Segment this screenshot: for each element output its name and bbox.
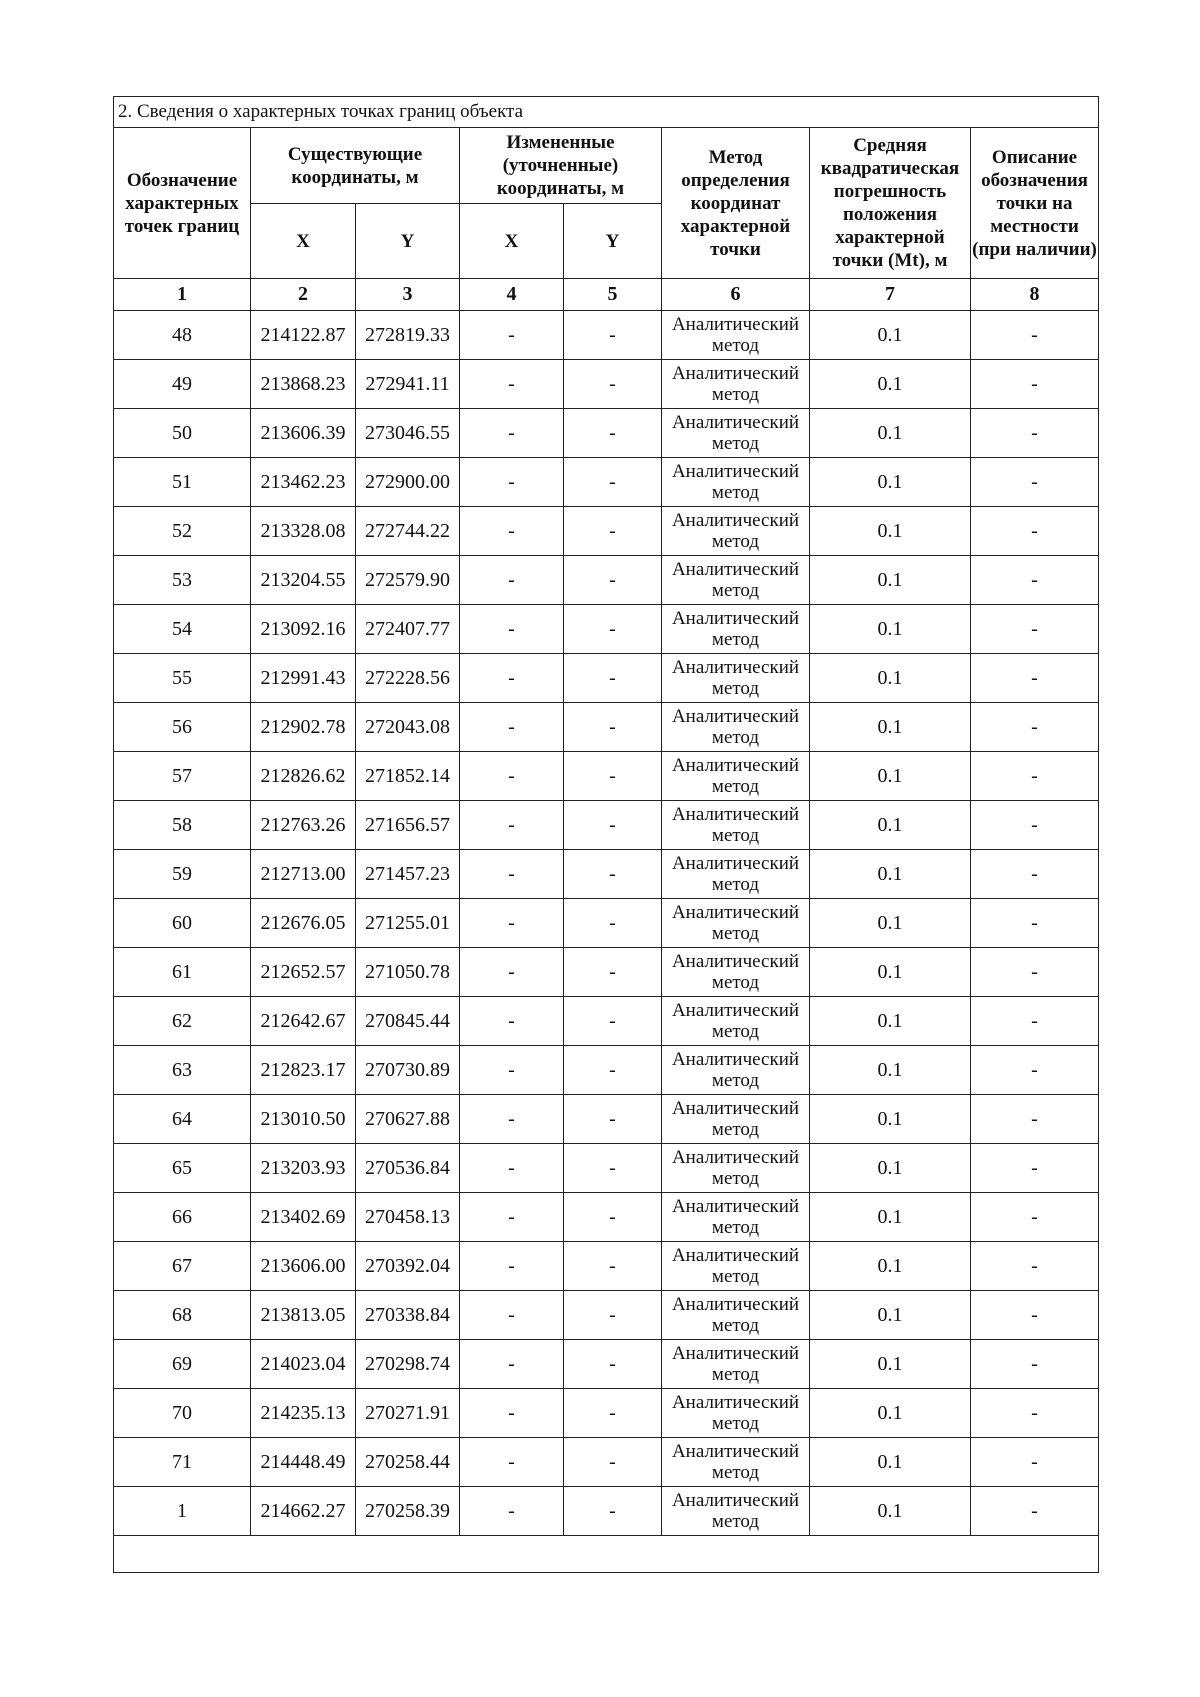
- changed-x-cell: -: [460, 948, 564, 997]
- changed-y-cell: -: [564, 752, 662, 801]
- column-number: 8: [971, 279, 1099, 311]
- changed-y-cell: -: [564, 654, 662, 703]
- existing-y-cell: 270730.89: [356, 1046, 460, 1095]
- description-cell: -: [971, 1144, 1099, 1193]
- method-cell: Аналитический метод: [662, 1242, 810, 1291]
- existing-y-cell: 271457.23: [356, 850, 460, 899]
- mean-error-cell: 0.1: [810, 850, 971, 899]
- mean-error-cell: 0.1: [810, 654, 971, 703]
- point-id-cell: 58: [114, 801, 251, 850]
- column-number: 3: [356, 279, 460, 311]
- changed-x-cell: -: [460, 1340, 564, 1389]
- description-cell: -: [971, 409, 1099, 458]
- existing-y-cell: 270536.84: [356, 1144, 460, 1193]
- point-id-cell: 51: [114, 458, 251, 507]
- existing-y-cell: 272579.90: [356, 556, 460, 605]
- changed-x-cell: -: [460, 556, 564, 605]
- mean-error-cell: 0.1: [810, 1438, 971, 1487]
- description-cell: -: [971, 1046, 1099, 1095]
- mean-error-cell: 0.1: [810, 703, 971, 752]
- mean-error-cell: 0.1: [810, 899, 971, 948]
- changed-x-cell: -: [460, 360, 564, 409]
- existing-y-cell: 272407.77: [356, 605, 460, 654]
- existing-y-cell: 270627.88: [356, 1095, 460, 1144]
- existing-x-cell: 213868.23: [251, 360, 356, 409]
- mean-error-cell: 0.1: [810, 1046, 971, 1095]
- changed-x-cell: -: [460, 899, 564, 948]
- changed-x-cell: -: [460, 1193, 564, 1242]
- method-cell: Аналитический метод: [662, 556, 810, 605]
- description-cell: -: [971, 458, 1099, 507]
- column-number: 4: [460, 279, 564, 311]
- point-id-cell: 65: [114, 1144, 251, 1193]
- header-existing-coords: Существующие координаты, м: [251, 128, 460, 204]
- description-cell: -: [971, 360, 1099, 409]
- point-id-cell: 48: [114, 311, 251, 360]
- changed-y-cell: -: [564, 507, 662, 556]
- changed-y-cell: -: [564, 1144, 662, 1193]
- section-title: 2. Сведения о характерных точках границ объекта: [114, 97, 1099, 128]
- existing-x-cell: 212652.57: [251, 948, 356, 997]
- point-id-cell: 53: [114, 556, 251, 605]
- point-id-cell: 62: [114, 997, 251, 1046]
- changed-x-cell: -: [460, 1438, 564, 1487]
- method-cell: Аналитический метод: [662, 997, 810, 1046]
- description-cell: -: [971, 1438, 1099, 1487]
- point-id-cell: 70: [114, 1389, 251, 1438]
- header-existing-y: Y: [356, 204, 460, 279]
- point-id-cell: 66: [114, 1193, 251, 1242]
- mean-error-cell: 0.1: [810, 1095, 971, 1144]
- table-row: [114, 899, 1099, 948]
- existing-x-cell: 212763.26: [251, 801, 356, 850]
- existing-y-cell: 270298.74: [356, 1340, 460, 1389]
- existing-y-cell: 272941.11: [356, 360, 460, 409]
- header-changed-x: X: [460, 204, 564, 279]
- existing-x-cell: 212902.78: [251, 703, 356, 752]
- changed-x-cell: -: [460, 703, 564, 752]
- existing-x-cell: 213606.39: [251, 409, 356, 458]
- header-description: Описание обозначения точки на местности (при наличии): [971, 128, 1099, 279]
- changed-y-cell: -: [564, 311, 662, 360]
- description-cell: -: [971, 948, 1099, 997]
- description-cell: -: [971, 850, 1099, 899]
- table-row: [114, 311, 1099, 360]
- existing-y-cell: 270258.44: [356, 1438, 460, 1487]
- existing-x-cell: 213203.93: [251, 1144, 356, 1193]
- method-cell: Аналитический метод: [662, 1340, 810, 1389]
- point-id-cell: 63: [114, 1046, 251, 1095]
- column-number: 5: [564, 279, 662, 311]
- description-cell: -: [971, 801, 1099, 850]
- table-row: [114, 1438, 1099, 1487]
- method-cell: Аналитический метод: [662, 654, 810, 703]
- changed-x-cell: -: [460, 409, 564, 458]
- point-id-cell: 55: [114, 654, 251, 703]
- table-row: [114, 409, 1099, 458]
- changed-y-cell: -: [564, 801, 662, 850]
- mean-error-cell: 0.1: [810, 1144, 971, 1193]
- mean-error-cell: 0.1: [810, 752, 971, 801]
- method-cell: Аналитический метод: [662, 1095, 810, 1144]
- description-cell: -: [971, 899, 1099, 948]
- changed-y-cell: -: [564, 1095, 662, 1144]
- mean-error-cell: 0.1: [810, 801, 971, 850]
- existing-y-cell: 271050.78: [356, 948, 460, 997]
- table-row: [114, 556, 1099, 605]
- method-cell: Аналитический метод: [662, 948, 810, 997]
- table-body: [114, 311, 1099, 1536]
- existing-y-cell: 272043.08: [356, 703, 460, 752]
- changed-x-cell: -: [460, 1389, 564, 1438]
- header-changed-coords: Измененные (уточненные) координаты, м: [460, 128, 662, 204]
- changed-x-cell: -: [460, 997, 564, 1046]
- existing-x-cell: 214235.13: [251, 1389, 356, 1438]
- point-id-cell: 56: [114, 703, 251, 752]
- changed-x-cell: -: [460, 507, 564, 556]
- mean-error-cell: 0.1: [810, 948, 971, 997]
- point-id-cell: 64: [114, 1095, 251, 1144]
- point-id-cell: 69: [114, 1340, 251, 1389]
- existing-x-cell: 213010.50: [251, 1095, 356, 1144]
- table-row: [114, 1242, 1099, 1291]
- description-cell: -: [971, 311, 1099, 360]
- changed-x-cell: -: [460, 1046, 564, 1095]
- description-cell: -: [971, 1291, 1099, 1340]
- changed-y-cell: -: [564, 1438, 662, 1487]
- changed-y-cell: -: [564, 899, 662, 948]
- method-cell: Аналитический метод: [662, 458, 810, 507]
- existing-x-cell: 214023.04: [251, 1340, 356, 1389]
- mean-error-cell: 0.1: [810, 1193, 971, 1242]
- method-cell: Аналитический метод: [662, 1046, 810, 1095]
- existing-x-cell: 213462.23: [251, 458, 356, 507]
- changed-x-cell: -: [460, 1487, 564, 1536]
- method-cell: Аналитический метод: [662, 409, 810, 458]
- column-number: 1: [114, 279, 251, 311]
- changed-x-cell: -: [460, 311, 564, 360]
- point-id-cell: 57: [114, 752, 251, 801]
- table-row: [114, 997, 1099, 1046]
- table-row: [114, 752, 1099, 801]
- point-id-cell: 60: [114, 899, 251, 948]
- existing-y-cell: 272744.22: [356, 507, 460, 556]
- changed-y-cell: -: [564, 1389, 662, 1438]
- table-row: [114, 801, 1099, 850]
- mean-error-cell: 0.1: [810, 1291, 971, 1340]
- header-mean-error: Средняя квадратическая погрешность положения характерной точки (Mt), м: [810, 128, 971, 279]
- method-cell: Аналитический метод: [662, 850, 810, 899]
- method-cell: Аналитический метод: [662, 1291, 810, 1340]
- method-cell: Аналитический метод: [662, 1389, 810, 1438]
- method-cell: Аналитический метод: [662, 752, 810, 801]
- existing-y-cell: 271656.57: [356, 801, 460, 850]
- table-row: [114, 1291, 1099, 1340]
- empty-footer-cell: [114, 1536, 1099, 1573]
- existing-x-cell: 213402.69: [251, 1193, 356, 1242]
- existing-y-cell: 272228.56: [356, 654, 460, 703]
- description-cell: -: [971, 556, 1099, 605]
- mean-error-cell: 0.1: [810, 1389, 971, 1438]
- description-cell: -: [971, 997, 1099, 1046]
- method-cell: Аналитический метод: [662, 1438, 810, 1487]
- existing-y-cell: 270271.91: [356, 1389, 460, 1438]
- changed-y-cell: -: [564, 1193, 662, 1242]
- point-id-cell: 50: [114, 409, 251, 458]
- changed-y-cell: -: [564, 1487, 662, 1536]
- table-row: [114, 1193, 1099, 1242]
- existing-x-cell: 212713.00: [251, 850, 356, 899]
- column-numbers-row: [114, 279, 1099, 311]
- changed-y-cell: -: [564, 997, 662, 1046]
- point-id-cell: 67: [114, 1242, 251, 1291]
- table-row: [114, 850, 1099, 899]
- boundary-points-table: [113, 96, 1099, 1573]
- method-cell: Аналитический метод: [662, 1144, 810, 1193]
- point-id-cell: 61: [114, 948, 251, 997]
- description-cell: -: [971, 654, 1099, 703]
- existing-y-cell: 273046.55: [356, 409, 460, 458]
- existing-y-cell: 270458.13: [356, 1193, 460, 1242]
- method-cell: Аналитический метод: [662, 605, 810, 654]
- description-cell: -: [971, 752, 1099, 801]
- table-footer-row: [114, 1536, 1099, 1573]
- mean-error-cell: 0.1: [810, 360, 971, 409]
- table-row: [114, 1046, 1099, 1095]
- point-id-cell: 1: [114, 1487, 251, 1536]
- point-id-cell: 71: [114, 1438, 251, 1487]
- changed-y-cell: -: [564, 703, 662, 752]
- existing-x-cell: 212642.67: [251, 997, 356, 1046]
- existing-y-cell: 270392.04: [356, 1242, 460, 1291]
- changed-y-cell: -: [564, 1340, 662, 1389]
- method-cell: Аналитический метод: [662, 507, 810, 556]
- existing-x-cell: 214662.27: [251, 1487, 356, 1536]
- description-cell: -: [971, 1487, 1099, 1536]
- changed-x-cell: -: [460, 458, 564, 507]
- description-cell: -: [971, 507, 1099, 556]
- existing-y-cell: 271852.14: [356, 752, 460, 801]
- changed-x-cell: -: [460, 850, 564, 899]
- description-cell: -: [971, 1242, 1099, 1291]
- mean-error-cell: 0.1: [810, 605, 971, 654]
- header-point-designation: Обозначение характерных точек границ: [114, 128, 251, 279]
- existing-x-cell: 212676.05: [251, 899, 356, 948]
- mean-error-cell: 0.1: [810, 1242, 971, 1291]
- changed-x-cell: -: [460, 654, 564, 703]
- description-cell: -: [971, 1389, 1099, 1438]
- method-cell: Аналитический метод: [662, 801, 810, 850]
- method-cell: Аналитический метод: [662, 311, 810, 360]
- changed-x-cell: -: [460, 752, 564, 801]
- changed-x-cell: -: [460, 1095, 564, 1144]
- point-id-cell: 49: [114, 360, 251, 409]
- existing-x-cell: 212991.43: [251, 654, 356, 703]
- changed-y-cell: -: [564, 409, 662, 458]
- column-number: 7: [810, 279, 971, 311]
- description-cell: -: [971, 605, 1099, 654]
- table-row: [114, 703, 1099, 752]
- mean-error-cell: 0.1: [810, 1340, 971, 1389]
- method-cell: Аналитический метод: [662, 1193, 810, 1242]
- method-cell: Аналитический метод: [662, 703, 810, 752]
- existing-x-cell: 213204.55: [251, 556, 356, 605]
- existing-x-cell: 213606.00: [251, 1242, 356, 1291]
- point-id-cell: 54: [114, 605, 251, 654]
- changed-x-cell: -: [460, 1291, 564, 1340]
- existing-x-cell: 212826.62: [251, 752, 356, 801]
- changed-x-cell: -: [460, 1242, 564, 1291]
- changed-y-cell: -: [564, 1242, 662, 1291]
- table-row: [114, 1340, 1099, 1389]
- mean-error-cell: 0.1: [810, 409, 971, 458]
- table-row: [114, 654, 1099, 703]
- header-changed-y: Y: [564, 204, 662, 279]
- column-number: 6: [662, 279, 810, 311]
- header-method: Метод определения координат характерной точки: [662, 128, 810, 279]
- method-cell: Аналитический метод: [662, 1487, 810, 1536]
- mean-error-cell: 0.1: [810, 311, 971, 360]
- table-row: [114, 948, 1099, 997]
- method-cell: Аналитический метод: [662, 899, 810, 948]
- mean-error-cell: 0.1: [810, 458, 971, 507]
- description-cell: -: [971, 1193, 1099, 1242]
- mean-error-cell: 0.1: [810, 556, 971, 605]
- changed-y-cell: -: [564, 605, 662, 654]
- changed-y-cell: -: [564, 458, 662, 507]
- changed-y-cell: -: [564, 850, 662, 899]
- existing-x-cell: 213092.16: [251, 605, 356, 654]
- changed-y-cell: -: [564, 556, 662, 605]
- description-cell: -: [971, 703, 1099, 752]
- existing-x-cell: 213328.08: [251, 507, 356, 556]
- table-row: [114, 360, 1099, 409]
- existing-x-cell: 214122.87: [251, 311, 356, 360]
- mean-error-cell: 0.1: [810, 1487, 971, 1536]
- changed-x-cell: -: [460, 605, 564, 654]
- document-page: [113, 96, 1098, 1573]
- changed-y-cell: -: [564, 948, 662, 997]
- changed-y-cell: -: [564, 1046, 662, 1095]
- point-id-cell: 68: [114, 1291, 251, 1340]
- existing-y-cell: 272900.00: [356, 458, 460, 507]
- point-id-cell: 52: [114, 507, 251, 556]
- existing-x-cell: 213813.05: [251, 1291, 356, 1340]
- column-number: 2: [251, 279, 356, 311]
- existing-y-cell: 272819.33: [356, 311, 460, 360]
- method-cell: Аналитический метод: [662, 360, 810, 409]
- changed-x-cell: -: [460, 801, 564, 850]
- mean-error-cell: 0.1: [810, 997, 971, 1046]
- description-cell: -: [971, 1340, 1099, 1389]
- changed-y-cell: -: [564, 1291, 662, 1340]
- table-row: [114, 1389, 1099, 1438]
- changed-x-cell: -: [460, 1144, 564, 1193]
- table-row: [114, 1487, 1099, 1536]
- table-row: [114, 605, 1099, 654]
- existing-y-cell: 271255.01: [356, 899, 460, 948]
- existing-y-cell: 270845.44: [356, 997, 460, 1046]
- header-existing-x: X: [251, 204, 356, 279]
- table-row: [114, 507, 1099, 556]
- existing-y-cell: 270338.84: [356, 1291, 460, 1340]
- changed-y-cell: -: [564, 360, 662, 409]
- mean-error-cell: 0.1: [810, 507, 971, 556]
- existing-x-cell: 214448.49: [251, 1438, 356, 1487]
- description-cell: -: [971, 1095, 1099, 1144]
- existing-y-cell: 270258.39: [356, 1487, 460, 1536]
- table-row: [114, 458, 1099, 507]
- table-row: [114, 1095, 1099, 1144]
- point-id-cell: 59: [114, 850, 251, 899]
- table-row: [114, 1144, 1099, 1193]
- existing-x-cell: 212823.17: [251, 1046, 356, 1095]
